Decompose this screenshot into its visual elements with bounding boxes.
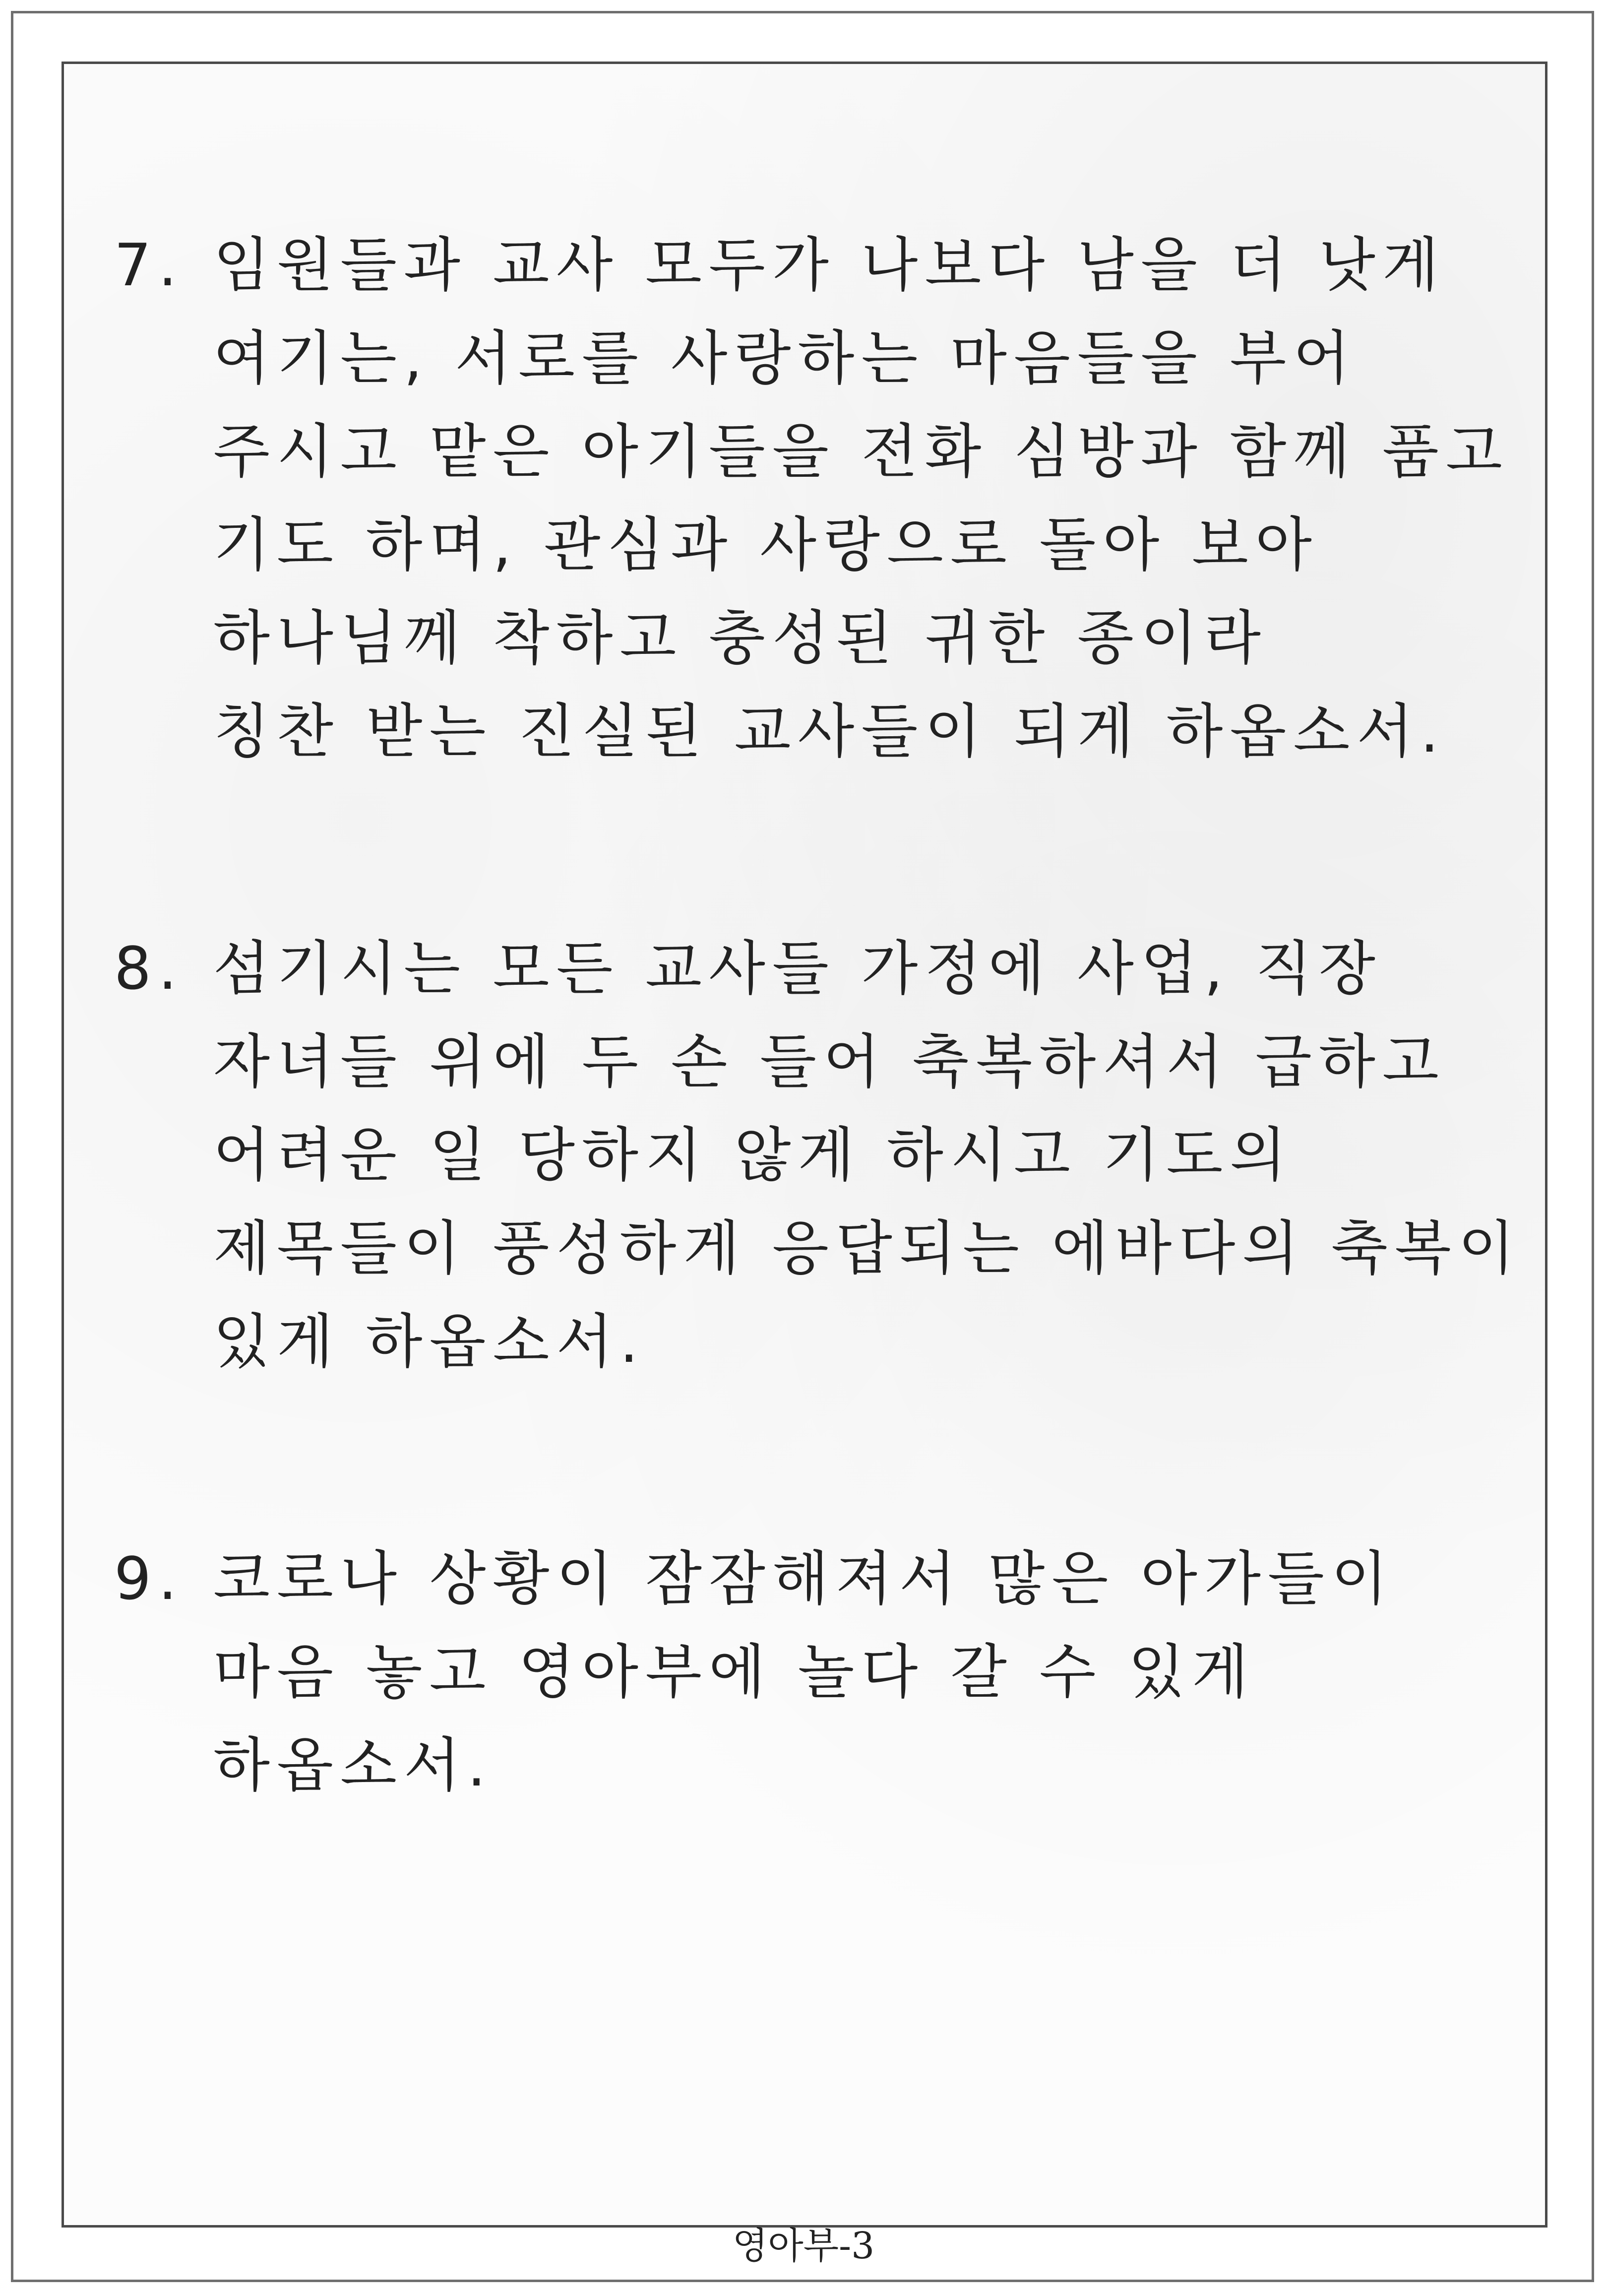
item-number: 9. (114, 1544, 184, 1613)
prayer-line: 여기는, 서로를 사랑하는 마음들을 부어 (213, 324, 1357, 392)
item-number: 7. (114, 231, 184, 299)
prayer-line: 있게 하옵소서. (213, 1307, 645, 1376)
item-number: 8. (114, 934, 184, 1003)
prayer-item-8 (114, 922, 1522, 1388)
line-text: 임원들과 교사 모두가 나보다 남을 더 낫게 (213, 231, 1446, 299)
prayer-line: 하나님께 착하고 충성된 귀한 종이라 (213, 604, 1268, 672)
prayer-list (114, 218, 1522, 1956)
page-footer-label: 영아부-3 (732, 2225, 875, 2267)
prayer-line (114, 218, 1513, 312)
prayer-line: 제목들이 풍성하게 응답되는 에바다의 축복이 (213, 1214, 1522, 1282)
prayer-line: 마음 놓고 영아부에 놀다 갈 수 있게 (213, 1638, 1255, 1706)
prayer-line: 칭찬 받는 진실된 교사들이 되게 하옵소서. (213, 697, 1446, 765)
prayer-line (114, 922, 1513, 1015)
prayer-line (114, 1532, 1513, 1625)
line-text: 코로나 상황이 잠잠해져서 많은 아가들이 (213, 1544, 1395, 1613)
prayer-item-9 (114, 1532, 1513, 1812)
prayer-line: 주시고 맡은 아기들을 전화 심방과 함께 품고 (213, 417, 1509, 486)
prayer-line: 기도 하며, 관심과 사랑으로 돌아 보아 (213, 510, 1319, 579)
prayer-item-7 (114, 218, 1513, 778)
prayer-line: 하옵소서. (213, 1731, 493, 1799)
prayer-line: 자녀들 위에 두 손 들어 축복하셔서 급하고 (213, 1027, 1446, 1096)
line-text: 섬기시는 모든 교사들 가정에 사업, 직장 (213, 934, 1382, 1003)
prayer-line: 어려운 일 당하지 않게 하시고 기도의 (213, 1121, 1294, 1189)
